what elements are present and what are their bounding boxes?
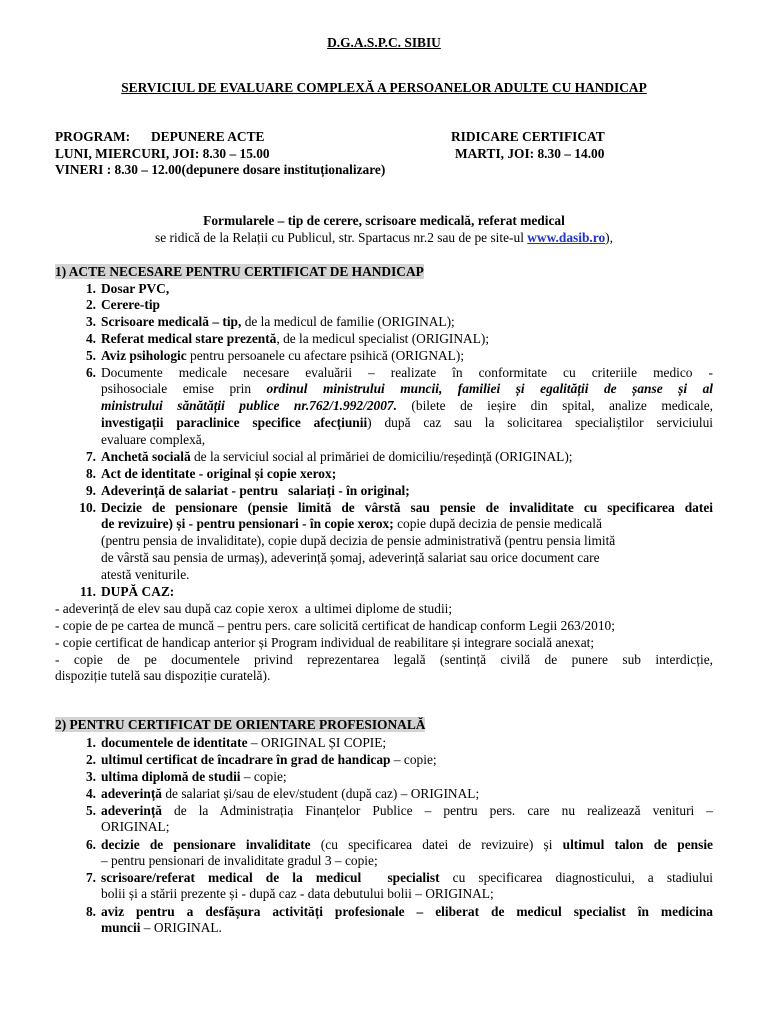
list-number: 9. bbox=[85, 483, 96, 498]
list-number: 4. bbox=[85, 331, 96, 346]
list-number: 2. bbox=[85, 752, 96, 767]
list-item-line: bolii și a stării prezente și - după caz - data debutului bolii – ORIGINAL; bbox=[101, 886, 494, 901]
list-number: 3. bbox=[85, 769, 96, 784]
list-number: 5. bbox=[85, 803, 96, 818]
list-item: ultima diplomă de studii – copie; bbox=[101, 769, 287, 784]
org-title: D.G.A.S.P.C. SIBIU bbox=[327, 35, 441, 50]
list-item: Act de identitate - original și copie xerox; bbox=[101, 466, 337, 481]
list-item: adeverință de salariat și/sau de elev/student (după caz) – ORIGINAL; bbox=[101, 786, 480, 801]
dasib-link[interactable]: www.dasib.ro bbox=[527, 230, 606, 245]
list-item-line: Decizie de pensionare (pensie limită de vârstă sau pensie de invaliditate cu specificarea datei bbox=[101, 500, 713, 515]
list-item-line: atestă veniturile. bbox=[101, 567, 190, 582]
list-item: decizie de pensionare invaliditate (cu specificarea datei de revizuire) și ultimul talon de pensie bbox=[101, 837, 713, 852]
forms-text-end: ), bbox=[605, 230, 613, 245]
list-number: 2. bbox=[85, 297, 96, 312]
list-number: 3. bbox=[85, 314, 96, 329]
list-item: Referat medical stare prezentă, de la medicul specialist (ORIGINAL); bbox=[101, 331, 490, 346]
forms-title: Formularele – tip de cerere, scrisoare medicală, referat medical bbox=[203, 213, 565, 228]
list-item-line: Documente medicale necesare evaluării – realizate în conformitate cu criteriile medico - bbox=[101, 365, 713, 380]
list-item-line: de vârstă sau pensia de urmaș), adeverință șomaj, adeverință salariat sau orice document care bbox=[101, 550, 600, 565]
list-number: 10. bbox=[79, 500, 96, 515]
list-item-line: ORIGINAL; bbox=[101, 819, 170, 834]
list-item: Adeverință de salariat - pentru salariați - în original; bbox=[101, 483, 410, 498]
list-number: 7. bbox=[85, 449, 96, 464]
list-number: 1. bbox=[85, 735, 96, 750]
list-item-line: – pentru pensionari de invaliditate gradul 3 – copie; bbox=[101, 853, 378, 868]
forms-text: se ridică de la Relații cu Publicul, str. Spartacus nr.2 sau de pe site-ul bbox=[155, 230, 528, 245]
list-item: DUPĂ CAZ: bbox=[101, 584, 175, 599]
forms-info bbox=[0, 230, 768, 246]
list-number: 4. bbox=[85, 786, 96, 801]
section1-heading bbox=[55, 264, 424, 280]
list-number: 5. bbox=[85, 348, 96, 363]
list-item-line: (pentru pensia de invaliditate), copie după decizia de pensie administrativă (pentru pensia limită bbox=[101, 533, 616, 548]
extra-line: - copie de pe cartea de muncă – pentru pers. care solicită certificat de handicap conform Legii 263/2010; bbox=[55, 618, 615, 633]
extra-line: - copie certificat de handicap anterior și Program individual de reabilitare și integrare socială anexat; bbox=[55, 635, 595, 650]
depunere-schedule: LUNI, MIERCURI, JOI: 8.30 – 15.00 bbox=[55, 146, 270, 161]
extra-line: - adeverință de elev sau după caz copie xerox a ultimei diplome de studii; bbox=[55, 601, 453, 616]
list-item: scrisoare/referat medical de la medicul specialist cu specificarea diagnosticului, a stadiului bbox=[101, 870, 713, 885]
list-number: 8. bbox=[85, 904, 96, 919]
list-number: 11. bbox=[80, 584, 96, 599]
list-number: 8. bbox=[85, 466, 96, 481]
section2-heading bbox=[55, 717, 425, 733]
list-item: Aviz psihologic pentru persoanele cu afectare psihică (ORIGNAL); bbox=[101, 348, 465, 363]
list-number: 6. bbox=[85, 837, 96, 852]
list-item-line: muncii – ORIGINAL. bbox=[101, 920, 222, 935]
list-item: Scrisoare medicală – tip, de la medicul de familie (ORIGINAL); bbox=[101, 314, 455, 329]
list-item-line: psihosociale emise prin ordinul ministrului muncii, familiei și egalității de șanse și al bbox=[101, 381, 713, 396]
service-title: SERVICIUL DE EVALUARE COMPLEXĂ A PERSOANELOR ADULTE CU HANDICAP bbox=[121, 80, 647, 95]
list-item-line: de revizuire) și - pentru pensionari - în copie xerox; copie după decizia de pensie medicală bbox=[101, 516, 602, 531]
list-item: ultimul certificat de încadrare în grad de handicap – copie; bbox=[101, 752, 437, 767]
program-label: PROGRAM: bbox=[55, 129, 131, 144]
ridicare-schedule: MARTI, JOI: 8.30 – 14.00 bbox=[455, 146, 605, 161]
list-number: 1. bbox=[85, 281, 96, 296]
list-number: 7. bbox=[85, 870, 96, 885]
section1-title: 1) ACTE NECESARE PENTRU CERTIFICAT DE HANDICAP bbox=[55, 264, 424, 279]
list-item: adeverință de la Administrația Finanțelor Publice – pentru pers. care nu realizează venituri – bbox=[101, 803, 713, 818]
list-item: documentele de identitate – ORIGINAL ȘI COPIE; bbox=[101, 735, 387, 750]
list-item: Anchetă socială de la serviciul social al primăriei de domiciliu/reședință (ORIGINAL); bbox=[101, 449, 573, 464]
list-number: 6. bbox=[85, 365, 96, 380]
list-item-line: evaluare complexă, bbox=[101, 432, 206, 447]
vineri-schedule: VINERI : 8.30 – 12.00(depunere dosare instituționalizare) bbox=[55, 162, 386, 177]
list-item: Cerere-tip bbox=[101, 297, 160, 312]
list-item-line: ministrului sănătății publice nr.762/1.992/2007. (bilete de ieșire din spital, analize medicale, bbox=[101, 398, 713, 413]
list-item-line: aviz pentru a desfășura activități profesionale – eliberat de medicul specialist în medicina bbox=[101, 904, 713, 919]
list-item: Dosar PVC, bbox=[101, 281, 170, 296]
extra-line: dispoziție tutelă sau dispoziție curatelă). bbox=[55, 668, 271, 683]
list-item-line: investigații paraclinice specifice afecțiunii) după caz sau la solicitarea specialiștilor serviciului bbox=[101, 415, 713, 430]
ridicare-label: RIDICARE CERTIFICAT bbox=[451, 129, 605, 144]
section2-title: 2) PENTRU CERTIFICAT DE ORIENTARE PROFESIONALĂ bbox=[55, 717, 426, 732]
depunere-label: DEPUNERE ACTE bbox=[151, 129, 265, 144]
extra-line: - copie de pe documentele privind reprezentarea legală (sentință civilă de punere sub interdicție, bbox=[55, 652, 713, 667]
